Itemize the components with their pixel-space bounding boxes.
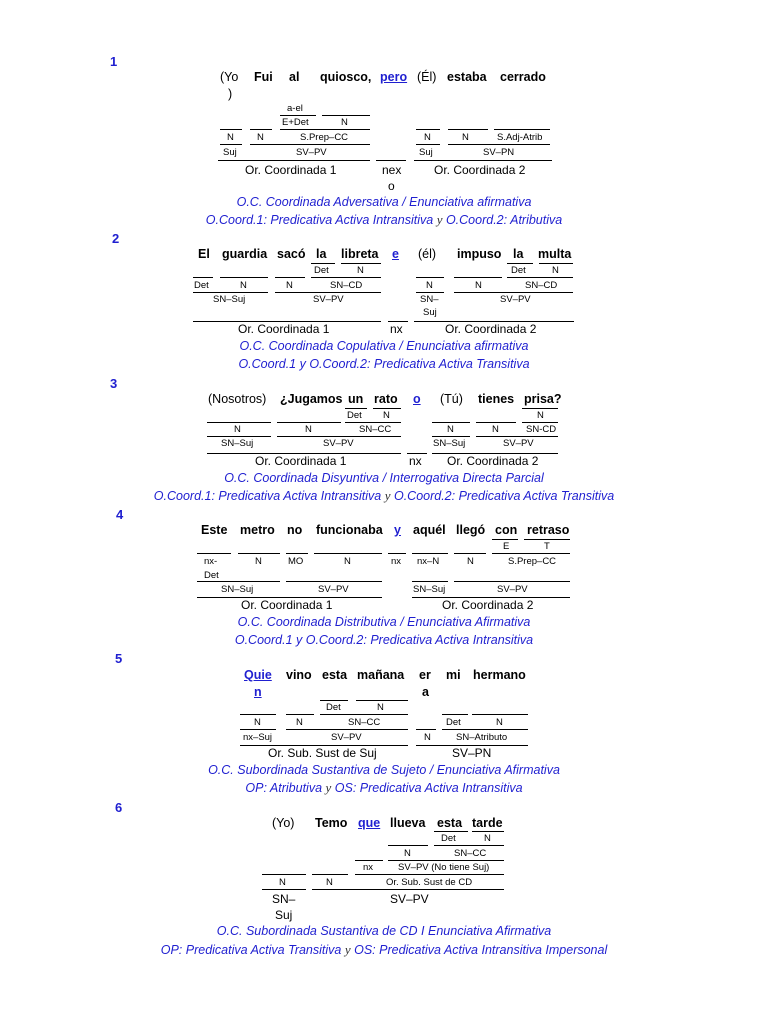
word: El <box>198 247 210 261</box>
nexus-word: o <box>413 392 421 406</box>
line <box>494 129 550 130</box>
word: un <box>348 392 364 406</box>
line <box>524 539 570 540</box>
word: esta <box>322 668 348 682</box>
exercise-number: 5 <box>115 651 123 666</box>
line <box>207 436 271 437</box>
label: SN–CD <box>525 280 558 291</box>
line <box>434 831 468 832</box>
line <box>454 292 573 293</box>
desc-part: OS: Predicativa Activa Intransitiva Impersonal <box>354 943 608 957</box>
word: (él) <box>418 247 437 261</box>
word: esta <box>437 816 463 830</box>
label: N <box>257 132 264 143</box>
label: SN–CC <box>454 848 487 859</box>
line <box>207 422 271 423</box>
description-line-2 <box>0 780 768 796</box>
label: SN-CD <box>526 424 557 435</box>
label: SV–PV (No tiene Suj) <box>398 862 490 873</box>
line <box>275 292 381 293</box>
line <box>412 581 448 582</box>
clause-label: Or. Coordinada 2 <box>445 322 537 336</box>
line <box>454 277 502 278</box>
description-line-1: O.C. Coordinada Distributiva / Enunciativa Afirmativa <box>237 615 531 629</box>
word: retraso <box>527 523 570 537</box>
line <box>262 889 306 890</box>
label: nx–N <box>417 556 440 567</box>
label: S.Prep–CC <box>508 556 557 567</box>
label: Det <box>204 570 219 581</box>
line <box>250 144 370 145</box>
label: N <box>475 280 482 291</box>
line <box>277 436 401 437</box>
label: SN–Suj <box>213 294 246 305</box>
clause-label: Or. Coordinada 1 <box>241 598 333 612</box>
desc-conjunction: y <box>436 212 443 227</box>
line <box>432 422 470 423</box>
desc-conjunction: y <box>384 488 391 503</box>
desc-part: O.Coord.1: Predicativa Activa Intransitiva <box>205 213 434 227</box>
line <box>416 144 440 145</box>
label: SV–PN <box>483 147 515 158</box>
line <box>322 115 370 116</box>
label: N <box>296 717 303 728</box>
line <box>277 422 341 423</box>
clause-label: nx <box>409 454 422 468</box>
line <box>476 422 516 423</box>
nexus-word: n <box>254 685 262 699</box>
clause-label: o <box>388 179 395 193</box>
line <box>472 714 528 715</box>
line <box>311 277 381 278</box>
word: aquél <box>413 523 446 537</box>
label: E <box>503 541 510 552</box>
label: nx <box>391 556 402 567</box>
word: (Nosotros) <box>208 392 267 406</box>
label: Det <box>347 410 362 421</box>
word: al <box>289 70 300 84</box>
line <box>476 436 558 437</box>
line <box>240 729 276 730</box>
label: N <box>357 265 364 276</box>
label: Det <box>194 280 209 291</box>
word: funcionaba <box>316 523 383 537</box>
line <box>220 129 242 130</box>
line <box>193 292 268 293</box>
description-line-1: O.C. Coordinada Copulativa / Enunciativa afirmativa <box>239 339 529 353</box>
line <box>262 874 306 875</box>
label: SV–PV <box>323 438 354 449</box>
label: MO <box>288 556 304 567</box>
line <box>388 845 428 846</box>
line <box>432 436 470 437</box>
word: prisa? <box>524 392 562 406</box>
exercise-number: 3 <box>110 376 118 391</box>
line <box>220 144 242 145</box>
word: llegó <box>456 523 486 537</box>
description-line-2: O.Coord.1 y O.Coord.2: Predicativa Activa Transitiva <box>238 357 530 371</box>
line <box>492 539 518 540</box>
line <box>280 129 370 130</box>
line <box>454 581 570 582</box>
clause-label: Or. Coordinada 1 <box>238 322 330 336</box>
word: ) <box>228 87 233 101</box>
line <box>388 553 406 554</box>
line <box>286 581 382 582</box>
label: SV–PV <box>331 732 362 743</box>
clause-label: nx <box>390 322 403 336</box>
word: a <box>422 685 429 699</box>
label: N <box>234 424 241 435</box>
description-line-2: O.Coord.1 y O.Coord.2: Predicativa Activa Intransitiva <box>234 633 534 647</box>
label: a-el <box>287 103 303 114</box>
word: ¿Jugamos <box>280 392 343 406</box>
label: N <box>326 877 333 888</box>
label: N <box>424 132 431 143</box>
label: SV–PV <box>497 584 528 595</box>
line <box>448 144 550 145</box>
desc-part: OP: Predicativa Activa Transitiva <box>160 943 342 957</box>
label: N <box>383 410 390 421</box>
word: llueva <box>390 816 426 830</box>
clause-label: SV–PN <box>452 746 492 760</box>
line <box>416 729 436 730</box>
label: SN–Suj <box>221 584 254 595</box>
label: S.Prep–CC <box>300 132 349 143</box>
label: N <box>426 280 433 291</box>
clause-label: Or. Coordinada 2 <box>434 163 526 177</box>
label: N <box>404 848 411 859</box>
label: Det <box>314 265 329 276</box>
line <box>414 160 552 161</box>
clause-label: Or. Coordinada 2 <box>442 598 534 612</box>
label: SN–CC <box>359 424 392 435</box>
label: nx–Suj <box>243 732 273 743</box>
line <box>416 292 444 293</box>
exercise-number: 1 <box>110 54 118 69</box>
label: N <box>255 556 262 567</box>
label: N <box>305 424 312 435</box>
line <box>507 277 573 278</box>
label: SV–PV <box>313 294 344 305</box>
label: N <box>424 732 431 743</box>
label: SN– <box>420 294 439 305</box>
line <box>454 553 486 554</box>
nexus-word: e <box>392 247 399 261</box>
line <box>197 553 231 554</box>
line <box>341 263 381 264</box>
exercise-number: 4 <box>116 507 124 522</box>
label: Det <box>326 702 341 713</box>
line <box>442 729 528 730</box>
nexus-word: que <box>358 816 381 830</box>
word: mañana <box>357 668 405 682</box>
line <box>220 277 268 278</box>
word: la <box>513 247 524 261</box>
description-line-2 <box>0 212 768 228</box>
label: SV–PV <box>500 294 531 305</box>
exercise-number: 6 <box>115 800 123 815</box>
word: vino <box>286 668 312 682</box>
label: nx- <box>204 556 218 567</box>
line <box>312 889 504 890</box>
label: Or. Sub. Sust de CD <box>386 877 473 888</box>
line <box>280 115 316 116</box>
label: SN–Suj <box>433 438 466 449</box>
word: libreta <box>341 247 379 261</box>
label: SN–CD <box>330 280 363 291</box>
clause-label: Or. Coordinada 1 <box>255 454 347 468</box>
label: N <box>344 556 351 567</box>
clause-label: SV–PV <box>390 892 429 906</box>
exercise-number: 2 <box>112 231 120 246</box>
label: N <box>240 280 247 291</box>
line <box>416 129 440 130</box>
word: tienes <box>478 392 515 406</box>
nexus-word: y <box>394 523 401 537</box>
line <box>218 160 370 161</box>
line <box>312 874 348 875</box>
word: Este <box>201 523 228 537</box>
line <box>355 860 383 861</box>
desc-conjunction: y <box>325 780 332 795</box>
label: N <box>537 410 544 421</box>
word: guardia <box>222 247 268 261</box>
word: multa <box>538 247 572 261</box>
word: (Yo) <box>272 816 295 830</box>
line <box>286 714 314 715</box>
clause-label: Or. Coordinada 2 <box>447 454 539 468</box>
line <box>492 553 570 554</box>
word: metro <box>240 523 275 537</box>
desc-part: OP: Atributiva <box>245 781 323 795</box>
line <box>286 729 408 730</box>
nexus-word: pero <box>380 70 408 84</box>
line <box>345 408 367 409</box>
line <box>238 553 280 554</box>
line <box>448 129 488 130</box>
label: SV–PV <box>503 438 534 449</box>
nexus-word: Quie <box>244 668 272 682</box>
clause-label: nex <box>382 163 402 177</box>
word: er <box>419 668 431 682</box>
desc-part: O.Coord.2: Predicativa Activa Transitiva <box>393 489 615 503</box>
label: S.Adj-Atrib <box>497 132 543 143</box>
line <box>240 714 276 715</box>
word: impuso <box>457 247 502 261</box>
line <box>434 845 504 846</box>
word: no <box>287 523 303 537</box>
word: Temo <box>315 816 348 830</box>
word: tarde <box>472 816 503 830</box>
desc-part: OS: Predicativa Activa Intransitiva <box>334 781 523 795</box>
line <box>373 408 401 409</box>
label: N <box>552 265 559 276</box>
description-line-1: O.C. Coordinada Disyuntiva / Interrogativa Directa Parcial <box>224 471 544 485</box>
description-line-1: O.C. Subordinada Sustantiva de CD I Enunciativa Afirmativa <box>216 924 552 938</box>
word: (Yo <box>220 70 239 84</box>
label: N <box>341 117 348 128</box>
clause-label: Suj <box>275 908 293 922</box>
label: SV–PV <box>318 584 349 595</box>
label: N <box>496 717 503 728</box>
word: Fui <box>254 70 273 84</box>
line <box>388 860 504 861</box>
word: con <box>495 523 518 537</box>
word: rato <box>374 392 398 406</box>
line <box>250 129 272 130</box>
description-line-1: O.C. Subordinada Sustantiva de Sujeto / Enunciativa Afirmativa <box>208 763 560 777</box>
description-line-2 <box>0 942 768 958</box>
label: N <box>484 833 491 844</box>
clause-label: Or. Sub. Sust de Suj <box>268 746 377 760</box>
word: mi <box>446 668 461 682</box>
clause-label: Or. Coordinada 1 <box>245 163 337 177</box>
label: Det <box>511 265 526 276</box>
label: SN–Atributo <box>456 732 508 743</box>
line <box>507 263 533 264</box>
label: N <box>467 556 474 567</box>
label: SN–Suj <box>221 438 254 449</box>
line <box>197 581 280 582</box>
label: SN–Suj <box>413 584 446 595</box>
word: cerrado <box>500 70 546 84</box>
line <box>442 714 468 715</box>
line <box>356 700 408 701</box>
label: Det <box>441 833 456 844</box>
line <box>320 714 408 715</box>
label: SN–CC <box>348 717 381 728</box>
label: N <box>254 717 261 728</box>
line <box>275 277 305 278</box>
line <box>345 422 401 423</box>
line <box>412 553 448 554</box>
label: nx <box>363 862 374 873</box>
word: quiosco, <box>320 70 372 84</box>
label: N <box>377 702 384 713</box>
line <box>193 277 213 278</box>
desc-part: O.Coord.1: Predicativa Activa Intransitiva <box>153 489 382 503</box>
word: hermano <box>473 668 526 682</box>
line <box>320 700 348 701</box>
label: N <box>462 132 469 143</box>
label: N <box>279 877 286 888</box>
line <box>376 160 406 161</box>
line <box>311 263 335 264</box>
label: N <box>286 280 293 291</box>
word: la <box>316 247 327 261</box>
label: Suj <box>223 147 237 158</box>
word: (Él) <box>417 70 437 84</box>
label: SV–PV <box>296 147 327 158</box>
line <box>286 553 308 554</box>
label: N <box>227 132 234 143</box>
label: Suj <box>419 147 433 158</box>
label: N <box>492 424 499 435</box>
desc-part: O.Coord.2: Atributiva <box>445 213 563 227</box>
line <box>314 553 382 554</box>
line <box>522 408 558 409</box>
word: (Tú) <box>440 392 463 406</box>
line <box>522 422 558 423</box>
word: sacó <box>277 247 306 261</box>
line <box>355 874 504 875</box>
label: N <box>447 424 454 435</box>
line <box>416 277 444 278</box>
line <box>472 831 504 832</box>
word: estaba <box>447 70 487 84</box>
label: E+Det <box>282 117 309 128</box>
clause-label: SN– <box>272 892 296 906</box>
label: Suj <box>423 307 437 318</box>
label: T <box>544 541 550 552</box>
description-line-2 <box>0 488 768 504</box>
desc-conjunction: y <box>344 942 351 957</box>
line <box>539 263 573 264</box>
label: Det <box>446 717 461 728</box>
description-line-1: O.C. Coordinada Adversativa / Enunciativa afirmativa <box>236 195 532 209</box>
